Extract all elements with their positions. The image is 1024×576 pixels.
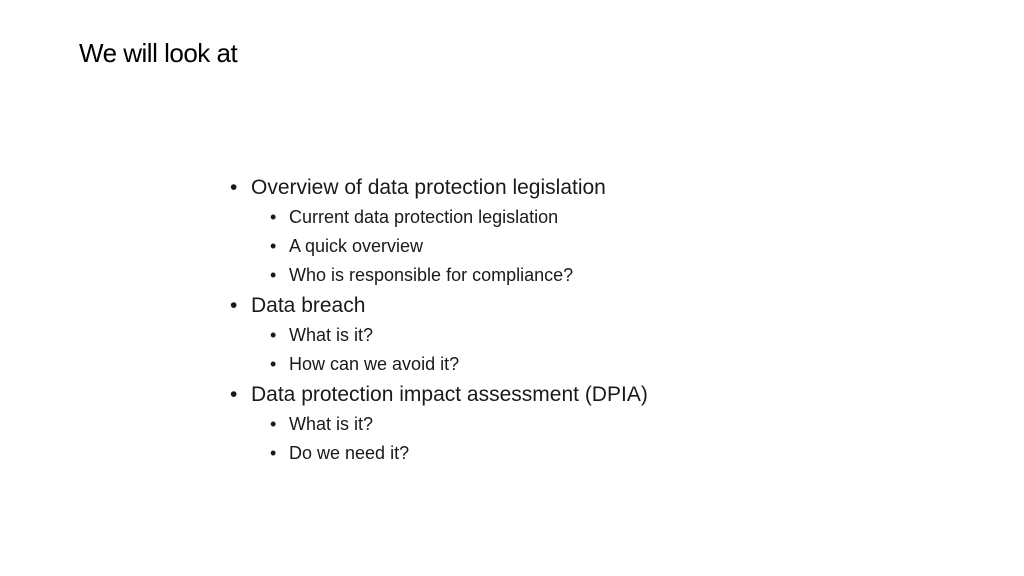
- list-item-label: Data protection impact assessment (DPIA): [251, 383, 648, 406]
- bullet-icon: •: [230, 383, 238, 406]
- sub-list-item-label: What is it?: [289, 414, 374, 434]
- sub-list-item: [270, 439, 950, 468]
- sub-list-item-label: Current data protection legislation: [289, 207, 559, 227]
- bullet-icon: •: [270, 354, 277, 374]
- sub-list-item: [270, 410, 950, 439]
- sub-list-item: [270, 232, 950, 261]
- sub-list: [251, 203, 950, 290]
- bullet-icon: •: [270, 443, 277, 463]
- sub-list: [251, 410, 950, 468]
- sub-list-item-label: How can we avoid it?: [289, 354, 460, 374]
- list-item-label: Overview of data protection legislation: [251, 176, 606, 199]
- bullet-list-container: [230, 172, 950, 468]
- sub-list-item: [270, 261, 950, 290]
- bullet-icon: •: [270, 236, 277, 256]
- bullet-icon: •: [230, 294, 238, 317]
- sub-list-item-label: Who is responsible for compliance?: [289, 265, 574, 285]
- bullet-icon: •: [270, 325, 277, 345]
- list-item-row: [230, 379, 950, 410]
- list-item-row: [230, 172, 950, 203]
- bullet-icon: •: [270, 207, 277, 227]
- list-item-dpia: [230, 379, 950, 468]
- list-item-data-breach: [230, 290, 950, 379]
- sub-list-item-label: Do we need it?: [289, 443, 410, 463]
- sub-list-item: [270, 203, 950, 232]
- list-item-label: Data breach: [251, 294, 366, 317]
- sub-list-item-label: What is it?: [289, 325, 374, 345]
- bullet-icon: •: [270, 265, 277, 285]
- sub-list-item-label: A quick overview: [289, 236, 424, 256]
- list-item-overview: [230, 172, 950, 290]
- slide-title: We will look at: [79, 38, 238, 68]
- sub-list-item: [270, 350, 950, 379]
- bullet-list: [230, 172, 950, 468]
- sub-list: [251, 321, 950, 379]
- sub-list-item: [270, 321, 950, 350]
- list-item-row: [230, 290, 950, 321]
- bullet-icon: •: [270, 414, 277, 434]
- bullet-icon: •: [230, 176, 238, 199]
